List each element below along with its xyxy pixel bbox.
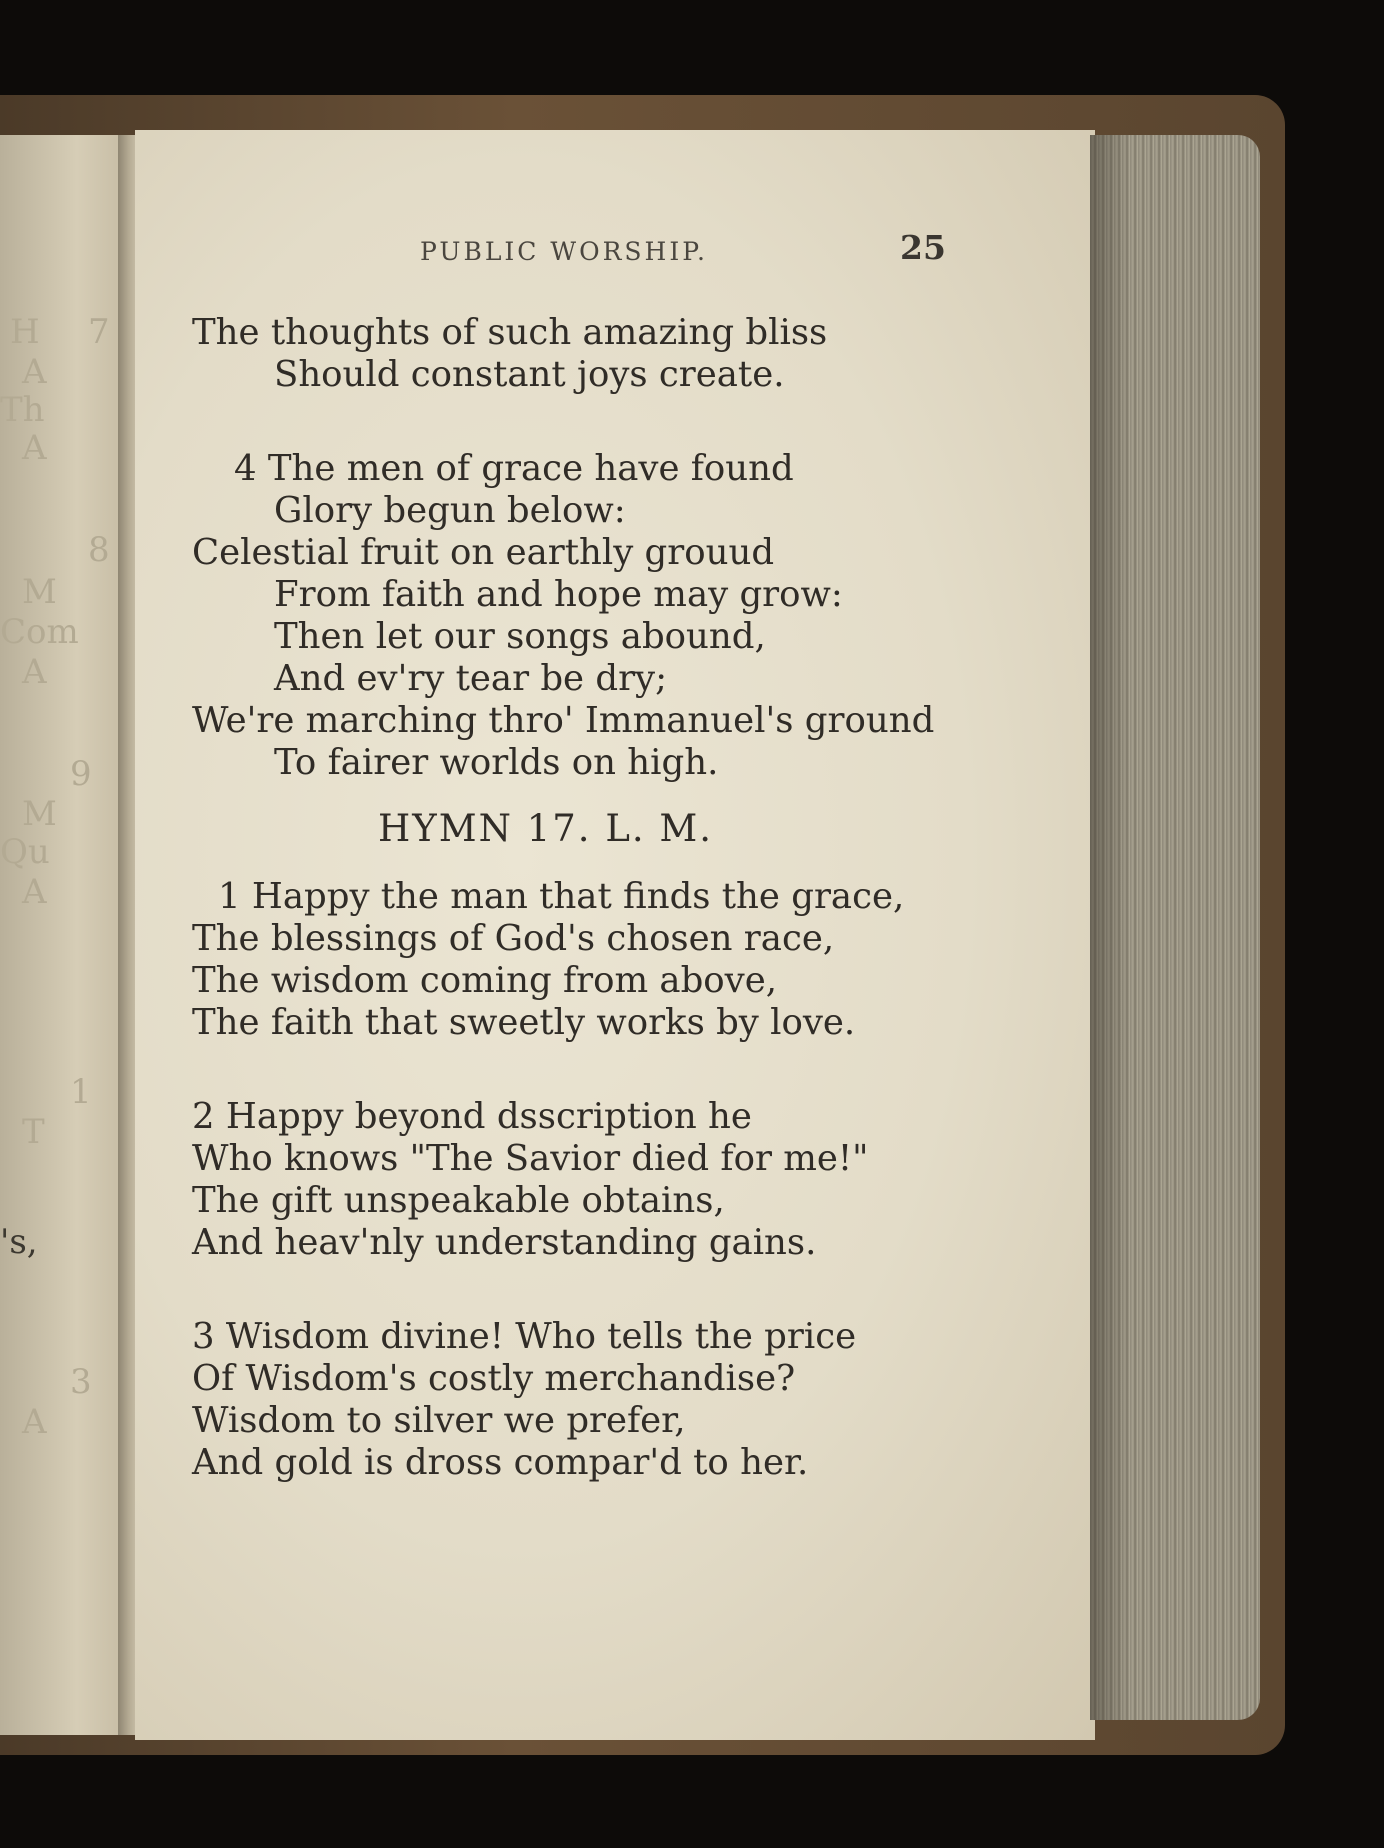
running-head: PUBLIC WORSHIP.: [420, 237, 708, 266]
left-page-fragment: 8: [88, 530, 110, 570]
verse-line: The blessings of God's chosen race,: [192, 918, 835, 959]
verse-line: And gold is dross compar'd to her.: [192, 1442, 809, 1483]
verse-line: And ev'ry tear be dry;: [274, 658, 668, 699]
left-page-fragment: H: [10, 312, 40, 352]
verse-line: 1 Happy the man that finds the grace,: [218, 876, 905, 917]
left-page: [0, 135, 128, 1735]
page-number: 25: [900, 228, 946, 267]
left-page-fragment: A: [22, 352, 47, 392]
left-page-fragment: 1: [70, 1072, 92, 1112]
verse-line: Of Wisdom's costly merchandise?: [192, 1358, 796, 1399]
verse-line: The wisdom coming from above,: [192, 960, 778, 1001]
left-page-fragment: A: [22, 1402, 47, 1442]
verse-line: Glory begun below:: [274, 490, 626, 531]
left-page-fragment: A: [22, 428, 47, 468]
verse-line: To fairer worlds on high.: [274, 742, 719, 783]
left-page-fragment: Th: [0, 390, 45, 430]
left-page-fragment: A: [22, 872, 47, 912]
left-page-fragment: M: [22, 794, 57, 834]
page-text: [192, 312, 1072, 1484]
verse-line: 2 Happy beyond dsscription he: [192, 1096, 752, 1137]
verse-line: The gift unspeakable obtains,: [192, 1180, 725, 1221]
left-page-fragment: T: [22, 1112, 45, 1152]
verse-line: The faith that sweetly works by love.: [192, 1002, 856, 1043]
fore-edge-shadow: [1090, 135, 1130, 1720]
verse-line: 3 Wisdom divine! Who tells the price: [192, 1316, 857, 1357]
left-page-fragment: Qu: [0, 832, 50, 872]
left-page-fragment: 's,: [0, 1222, 38, 1262]
verse-line: We're marching thro' Immanuel's ground: [192, 700, 935, 741]
left-page-fragment: M: [22, 572, 57, 612]
verse-line: 4 The men of grace have found: [234, 448, 794, 489]
left-page-fragment: 3: [70, 1362, 92, 1402]
left-page-fragment: 9: [70, 754, 92, 794]
verse-line: And heav'nly understanding gains.: [192, 1222, 817, 1263]
left-page-fragment: A: [22, 652, 47, 692]
verse-line: Wisdom to silver we prefer,: [192, 1400, 686, 1441]
verse-line: From faith and hope may grow:: [274, 574, 843, 615]
verse-line: Should constant joys create.: [274, 354, 785, 395]
verse-line: Celestial fruit on earthly grouud: [192, 532, 775, 573]
left-page-fragment: 7: [88, 312, 110, 352]
verse-line: Then let our songs abound,: [274, 616, 766, 657]
verse-line: Who knows "The Savior died for me!": [192, 1138, 869, 1179]
verse-line: The thoughts of such amazing bliss: [192, 312, 828, 353]
left-page-fragment: Com: [0, 612, 79, 652]
hymn-title: HYMN 17. L. M.: [378, 807, 714, 850]
